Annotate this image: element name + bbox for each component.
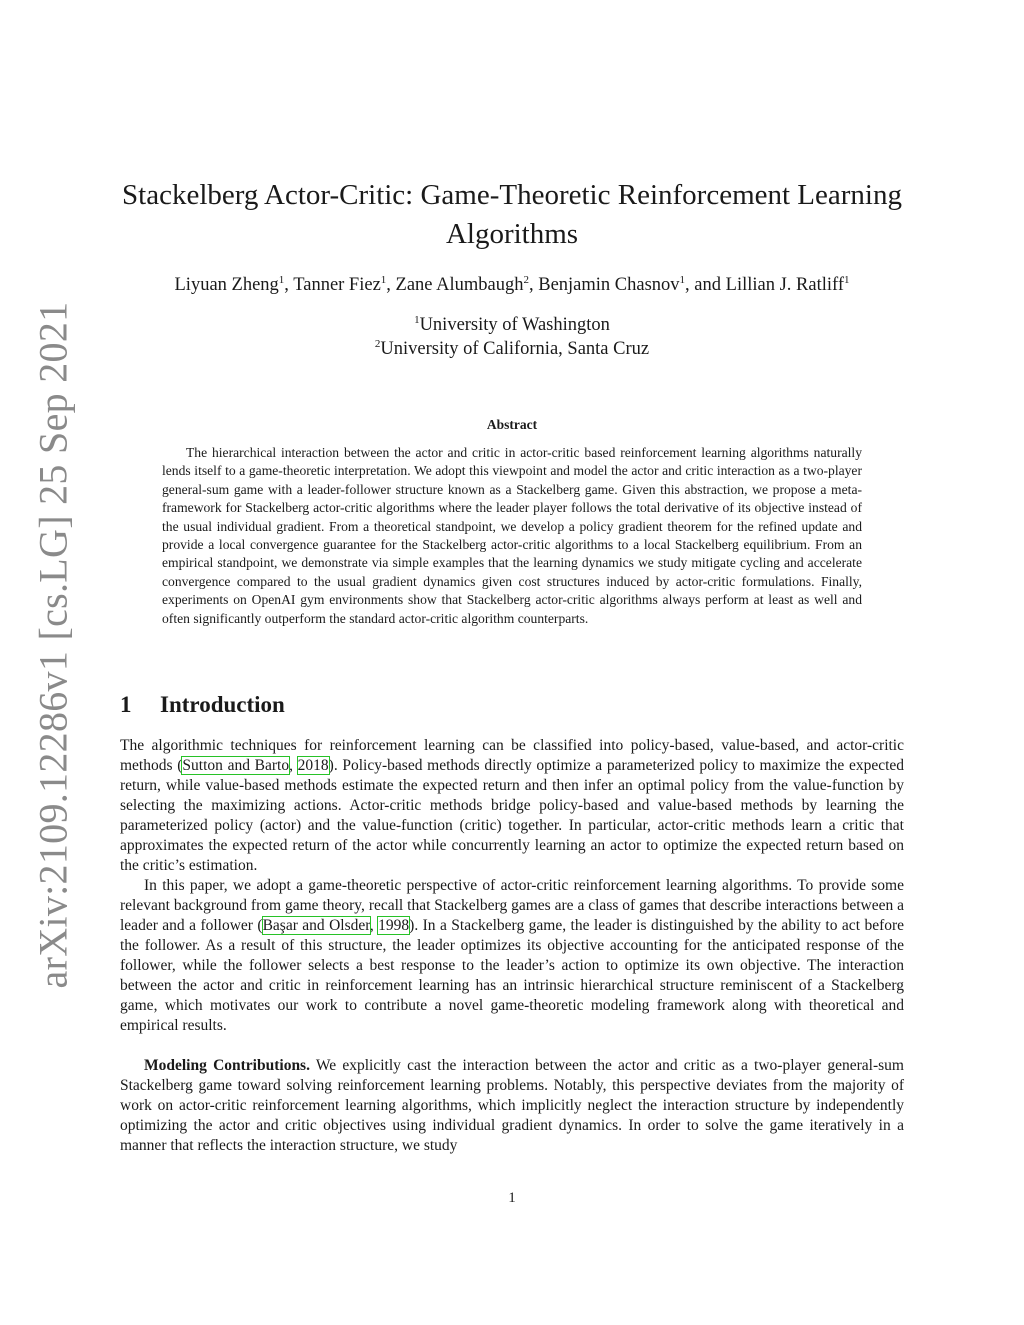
paragraph-text: ). In a Stackelberg game, the leader is distinguished by the ability to act before the follower. As a result of this structure, the leader optimizes its objective accounting for the anticipated response of the follower, while the follower selects a best response to the leader’s action to optimize its own objective. The interaction between the actor and critic in reinforcement learning has an intrinsic hierarchical structure reminiscent of a Stackelberg game, which motivates our work to contribute a novel game-theoretic modeling framework along with theoretical and empirical results.: [120, 917, 905, 1034]
affiliation-1: [200, 313, 824, 337]
intro-paragraph-2: [120, 876, 904, 1036]
author-affiliation-mark: 1: [380, 273, 387, 286]
intro-paragraph-3: [120, 1056, 904, 1156]
paper-title: [110, 176, 914, 254]
author-name: Zane Alumbaugh: [395, 275, 524, 295]
affiliation-2: [200, 337, 824, 361]
intro-paragraph-1: [120, 736, 904, 876]
abstract-heading: Abstract: [486, 417, 538, 432]
page-number: 1: [508, 1190, 516, 1206]
arxiv-identifier-stamp: arXiv:2109.12286v1 [cs.LG] 25 Sep 2021: [30, 301, 76, 989]
title-line-1: Stackelberg Actor-Critic: Game-Theoretic Reinforcement Learning: [122, 179, 902, 211]
affiliation-mark: 2: [374, 337, 381, 350]
citation-link-basar-olsder[interactable]: [263, 917, 370, 934]
abstract-body: The hierarchical interaction between the actor and critic in actor-critic based reinforcement learning algorithms naturally lends itself to a game-theoretic interpretation. We adopt this viewpoint and model the actor and critic interaction as a two-player general-sum game with a leader-follower structure known as a Stackelberg game. Given this abstraction, we propose a meta-framework for Stackelberg actor-critic algorithms where the leader player follows the total derivative of its objective instead of the usual individual gradient. From a theoretical standpoint, we develop a policy gradient theorem for the refined update and provide a local convergence guarantee for the Stackelberg actor-critic algorithms to a local Stackelberg equilibrium. From an empirical standpoint, we demonstrate via simple examples that the learning dynamics we study mitigate cycling and accelerate convergence compared to the usual gradient dynamics given cost structures induced by actor-critic formulations. Finally, experiments on OpenAI gym environments show that Stackelberg actor-critic algorithms always perform at least as well and often significantly outperform the standard actor-critic algorithm counterparts.: [162, 445, 862, 626]
citation-year-link-sutton-barto[interactable]: [298, 757, 329, 774]
citation-year: 1998: [378, 917, 410, 934]
author-separator: , and: [685, 275, 726, 295]
section-heading-introduction: [120, 692, 285, 718]
author-name: Liyuan Zheng: [174, 275, 279, 295]
citation-authors: Başar and Olsder: [262, 917, 370, 934]
author-list: [100, 272, 924, 298]
author-separator: ,: [528, 275, 539, 295]
author-separator: ,: [386, 275, 396, 295]
citation-authors: Sutton and Barto: [182, 757, 290, 774]
section-number: 1: [120, 692, 132, 717]
author-name: Lillian J. Ratliff: [725, 275, 844, 295]
author-separator: ,: [284, 275, 294, 295]
author-name: Benjamin Chasnov: [538, 275, 680, 295]
affiliation-mark: 1: [414, 313, 420, 326]
author-name: Tanner Fiez: [293, 275, 381, 295]
author-affiliation-mark: 2: [523, 273, 529, 286]
title-line-2: Algorithms: [445, 218, 579, 250]
paragraph-text: The algorithmic techniques for reinforcement learning can be classified into policy-based, value-based, and actor-critic methods (: [120, 737, 904, 774]
section-title: Introduction: [160, 692, 285, 717]
run-in-heading-modeling-contributions: Modeling Contributions.: [144, 1057, 310, 1074]
affiliation-name: University of California, Santa Cruz: [380, 339, 650, 359]
citation-separator: ,: [289, 757, 298, 774]
citation-link-sutton-barto[interactable]: [182, 757, 289, 774]
author-affiliation-mark: 1: [278, 273, 285, 286]
paragraph-text: ). Policy-based methods directly optimize a parameterized policy to maximize the expected return, while value-based methods estimate the expected return and then infer an optimal policy from the value-function by selecting the maximizing actions. Actor-critic methods bridge policy-based and value-based methods by learning the parameterized policy (actor) and the value-function (critic) together. In particular, actor-critic methods learn a critic that approximates the expected return of the actor while concurrently learning an actor to optimize the expected return based on the critic’s estimation.: [120, 757, 905, 874]
citation-year-link-basar-olsder[interactable]: [378, 917, 409, 934]
author-affiliation-mark: 1: [844, 273, 850, 286]
author-affiliation-mark: 1: [679, 273, 686, 286]
citation-year: 2018: [297, 757, 329, 774]
citation-separator: ,: [369, 917, 379, 934]
affiliation-name: University of Washington: [419, 315, 610, 335]
paragraph-text: In this paper, we adopt a game-theoretic perspective of actor-critic reinforcement learning algorithms. To provide some relevant background from game theory, recall that Stackelberg games are a class of games that describe interactions between a leader and a follower (: [120, 877, 904, 934]
paragraph-text: We explicitly cast the interaction between the actor and critic as a two-player general-sum Stackelberg game toward solving reinforcement learning problems. Notably, this perspective deviates from the majority of work on actor-critic reinforcement learning algorithms, which implicitly neglect the interaction structure by independently optimizing the actor and critic objectives using individual gradient dynamics. In order to solve the game iteratively in a manner that reflects the interaction structure, we study: [120, 1057, 904, 1154]
